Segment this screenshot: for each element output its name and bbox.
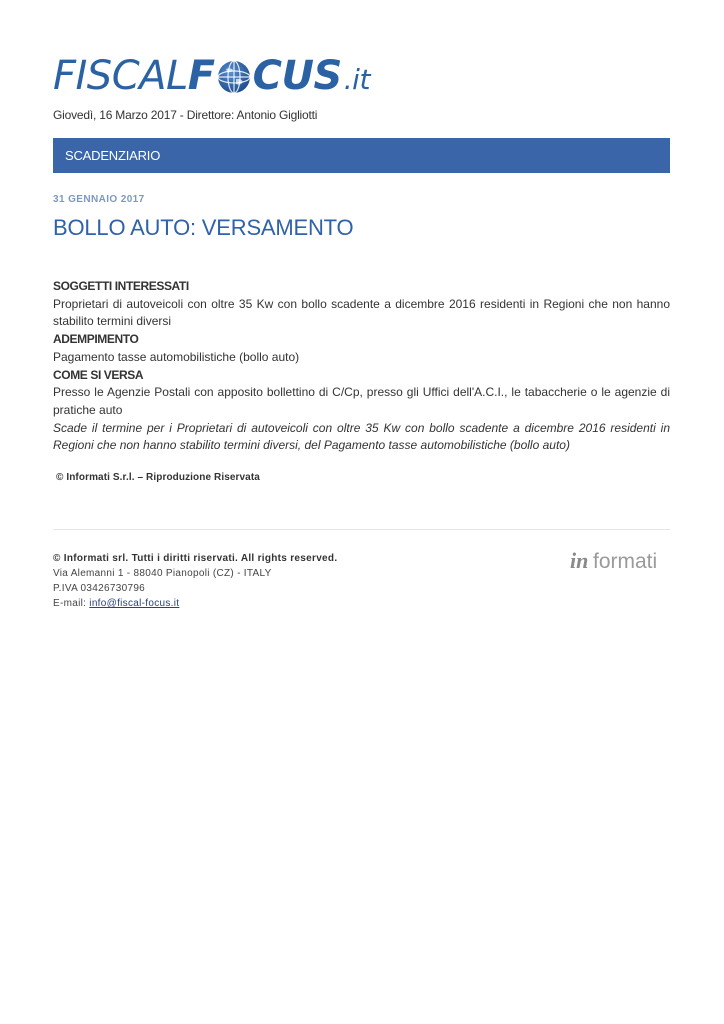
text-come-si-versa: Presso le Agenzie Postali con apposito bollettino di C/Cp, presso gli Uffici dell'A.C.I., le tabaccherie o le agenzie di pratiche auto <box>53 385 670 417</box>
informati-logo-in: in <box>570 548 589 573</box>
heading-come-si-versa: COME SI VERSA <box>53 367 144 382</box>
logo-part-fiscal: FISCAL <box>53 53 188 99</box>
footer-email-line <box>53 596 337 611</box>
logo-wordmark <box>53 53 370 99</box>
informati-logo <box>570 544 670 576</box>
logo-tld: .it <box>343 63 370 96</box>
heading-adempimento: ADEMPIMENTO <box>53 332 139 347</box>
footer-address: Via Alemanni 1 - 88040 Pianopoli (CZ) - ITALY <box>53 568 272 579</box>
text-soggetti: Proprietari di autoveicoli con oltre 35 Kw con bollo scadente a dicembre 2016 residenti in Regioni che non hanno stabilito termini diversi <box>53 296 670 329</box>
informati-logo-formati: formati <box>593 550 658 573</box>
footer-rights: © Informati srl. Tutti i diritti riservati. All rights reserved. <box>53 553 338 564</box>
logo-part-f: F <box>187 53 215 99</box>
deadline-note: Scade il termine per i Proprietari di autoveicoli con oltre 35 Kw con bollo scadente a dicembre 2016 residenti in Regioni che non hanno stabilito termini diversi, del Pagamento tasse automobilistiche (bollo auto) <box>53 420 670 453</box>
article-title: BOLLO AUTO: VERSAMENTO <box>53 215 354 240</box>
section-label[interactable]: SCADENZIARIO <box>65 148 161 163</box>
footer-email-link[interactable]: info@fiscal-focus.it <box>89 598 180 609</box>
globe-icon <box>216 59 252 95</box>
article-copyright: © Informati S.r.l. – Riproduzione Riservata <box>56 472 260 483</box>
heading-soggetti: SOGGETTI INTERESSATI <box>53 279 189 293</box>
divider <box>53 529 670 530</box>
dateline: Giovedì, 16 Marzo 2017 - Direttore: Antonio Gigliotti <box>53 108 318 122</box>
article-body <box>53 278 670 455</box>
section-bar <box>53 138 670 173</box>
footer-piva: P.IVA 03426730796 <box>53 583 146 594</box>
footer <box>53 551 337 611</box>
logo-part-cus: CUS <box>252 53 342 99</box>
article-date: 31 GENNAIO 2017 <box>53 194 145 205</box>
footer-email-label: E-mail: <box>53 598 90 609</box>
fiscalfocus-logo[interactable] <box>53 50 370 99</box>
text-adempimento: Pagamento tasse automobilistiche (bollo auto) <box>53 349 300 364</box>
